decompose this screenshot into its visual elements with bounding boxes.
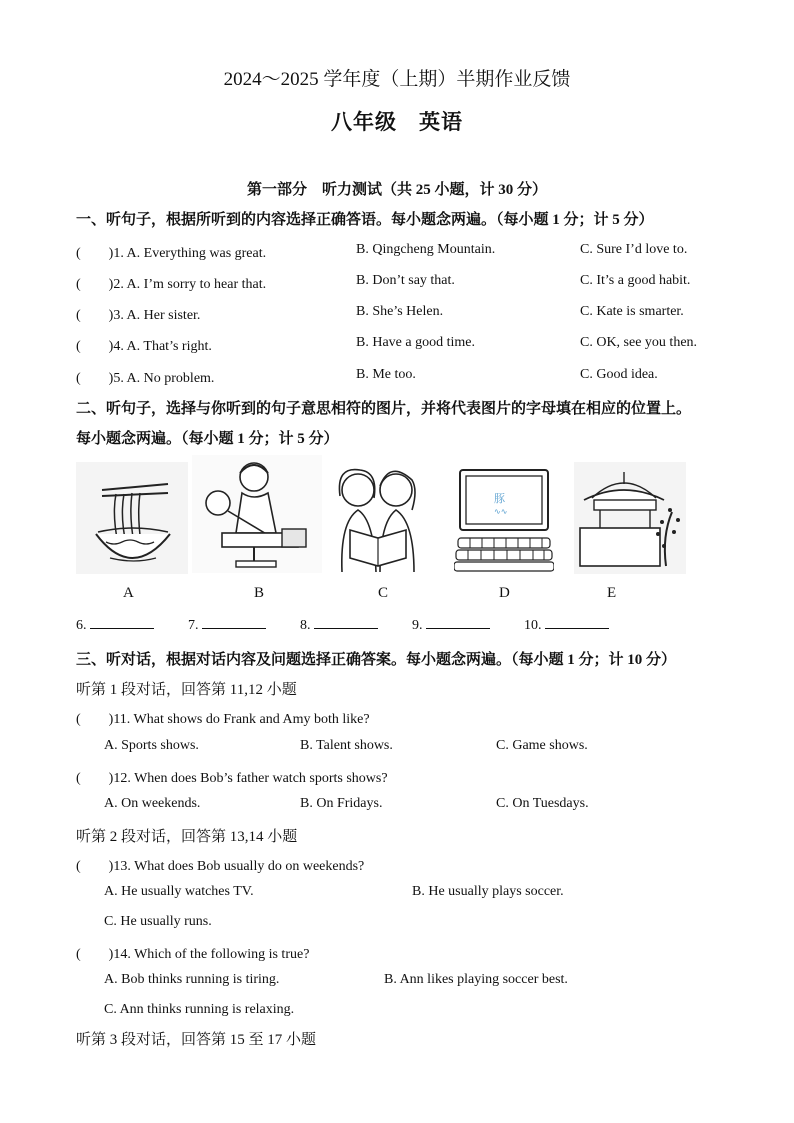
svg-text:∿∿: ∿∿ bbox=[494, 507, 508, 516]
q12-option-a: A. On weekends. bbox=[104, 796, 201, 811]
q11-question: ( )11. What shows do Frank and Amy both like? bbox=[76, 712, 370, 727]
dialogue3-label: 听第 3 段对话，回答第 15 至 17 小题 bbox=[76, 1032, 317, 1048]
q2-option-a: ( )2. A. I’m sorry to hear that. bbox=[76, 277, 267, 292]
blank-number: 10. bbox=[524, 618, 542, 633]
document-subtitle: 八年级 英语 bbox=[331, 110, 463, 134]
q5-option-b: B. Me too. bbox=[356, 367, 416, 382]
answer-blank-9[interactable] bbox=[412, 616, 490, 634]
q13-option-b: B. He usually plays soccer. bbox=[412, 884, 564, 899]
blank-line bbox=[90, 616, 154, 629]
q5-option-a: ( )5. A. No problem. bbox=[76, 371, 215, 386]
noodles-icon bbox=[76, 462, 188, 574]
q1-option-a: ( )1. A. Everything was great. bbox=[76, 246, 267, 261]
dentist-icon bbox=[192, 455, 322, 573]
q3-option-c: C. Kate is smarter. bbox=[580, 304, 684, 319]
q14-question: ( )14. Which of the following is true? bbox=[76, 947, 310, 962]
q13-question: ( )13. What does Bob usually do on weekends? bbox=[76, 859, 365, 874]
q4-option-c: C. OK, see you then. bbox=[580, 335, 698, 350]
blank-number: 6. bbox=[76, 618, 87, 633]
picture-label-e: E bbox=[607, 585, 617, 601]
blank-number: 9. bbox=[412, 618, 423, 633]
q12-option-b: B. On Fridays. bbox=[300, 796, 383, 811]
document-title: 2024～2025 学年度（上期）半期作业反馈 bbox=[223, 69, 571, 90]
q12-option-c: C. On Tuesdays. bbox=[496, 796, 589, 811]
answer-blank-8[interactable] bbox=[300, 616, 378, 634]
dialogue1-label: 听第 1 段对话，回答第 11,12 小题 bbox=[76, 682, 297, 698]
answer-blank-10[interactable] bbox=[524, 616, 609, 634]
blank-number: 8. bbox=[300, 618, 311, 633]
svg-text:豚: 豚 bbox=[494, 492, 505, 505]
q14-option-c: C. Ann thinks running is relaxing. bbox=[104, 1002, 295, 1017]
q4-option-b: B. Have a good time. bbox=[356, 335, 475, 350]
dialogue2-label: 听第 2 段对话，回答第 13,14 小题 bbox=[76, 829, 298, 845]
q1-option-b: B. Qingcheng Mountain. bbox=[356, 242, 496, 257]
q1-option-c: C. Sure I’d love to. bbox=[580, 242, 688, 257]
q12-question: ( )12. When does Bob’s father watch sports shows? bbox=[76, 771, 388, 786]
q11-option-a: A. Sports shows. bbox=[104, 738, 199, 753]
q13-option-a: A. He usually watches TV. bbox=[104, 884, 254, 899]
section3-heading: 三、听对话，根据对话内容及问题选择正确答案。每小题念两遍。（每小题 1 分；计 10 分） bbox=[76, 652, 677, 668]
q14-option-a: A. Bob thinks running is tiring. bbox=[104, 972, 280, 987]
q2-option-b: B. Don’t say that. bbox=[356, 273, 455, 288]
part1-heading: 第一部分 听力测试（共 25 小题，计 30 分） bbox=[246, 182, 547, 198]
section1-heading: 一、听句子，根据所听到的内容选择正确答语。每小题念两遍。（每小题 1 分；计 5 分） bbox=[76, 212, 654, 228]
blank-line bbox=[545, 616, 609, 629]
q3-option-a: ( )3. A. Her sister. bbox=[76, 308, 201, 323]
picture-label-b: B bbox=[254, 585, 265, 601]
picture-label-a: A bbox=[123, 585, 134, 601]
q2-option-c: C. It’s a good habit. bbox=[580, 273, 691, 288]
blank-number: 7. bbox=[188, 618, 199, 633]
answer-blank-7[interactable] bbox=[188, 616, 266, 634]
pavilion-icon bbox=[574, 462, 686, 574]
section2-heading-line2: 每小题念两遍。（每小题 1 分；计 5 分） bbox=[76, 431, 339, 447]
q5-option-c: C. Good idea. bbox=[580, 367, 658, 382]
picture-label-d: D bbox=[499, 585, 510, 601]
blank-line bbox=[202, 616, 266, 629]
blank-line bbox=[426, 616, 490, 629]
q13-option-c: C. He usually runs. bbox=[104, 914, 212, 929]
section2-heading-line1: 二、听句子，选择与你听到的句子意思相符的图片，并将代表图片的字母填在相应的位置上。 bbox=[76, 401, 692, 417]
q14-option-b: B. Ann likes playing soccer best. bbox=[384, 972, 568, 987]
q11-option-b: B. Talent shows. bbox=[300, 738, 393, 753]
girls-reading-icon bbox=[326, 460, 430, 576]
q11-option-c: C. Game shows. bbox=[496, 738, 588, 753]
q4-option-a: ( )4. A. That’s right. bbox=[76, 339, 212, 354]
answer-blank-6[interactable] bbox=[76, 616, 154, 634]
blank-line bbox=[314, 616, 378, 629]
picture-label-c: C bbox=[378, 585, 389, 601]
cinema-screen-icon bbox=[454, 468, 554, 572]
q3-option-b: B. She’s Helen. bbox=[356, 304, 444, 319]
